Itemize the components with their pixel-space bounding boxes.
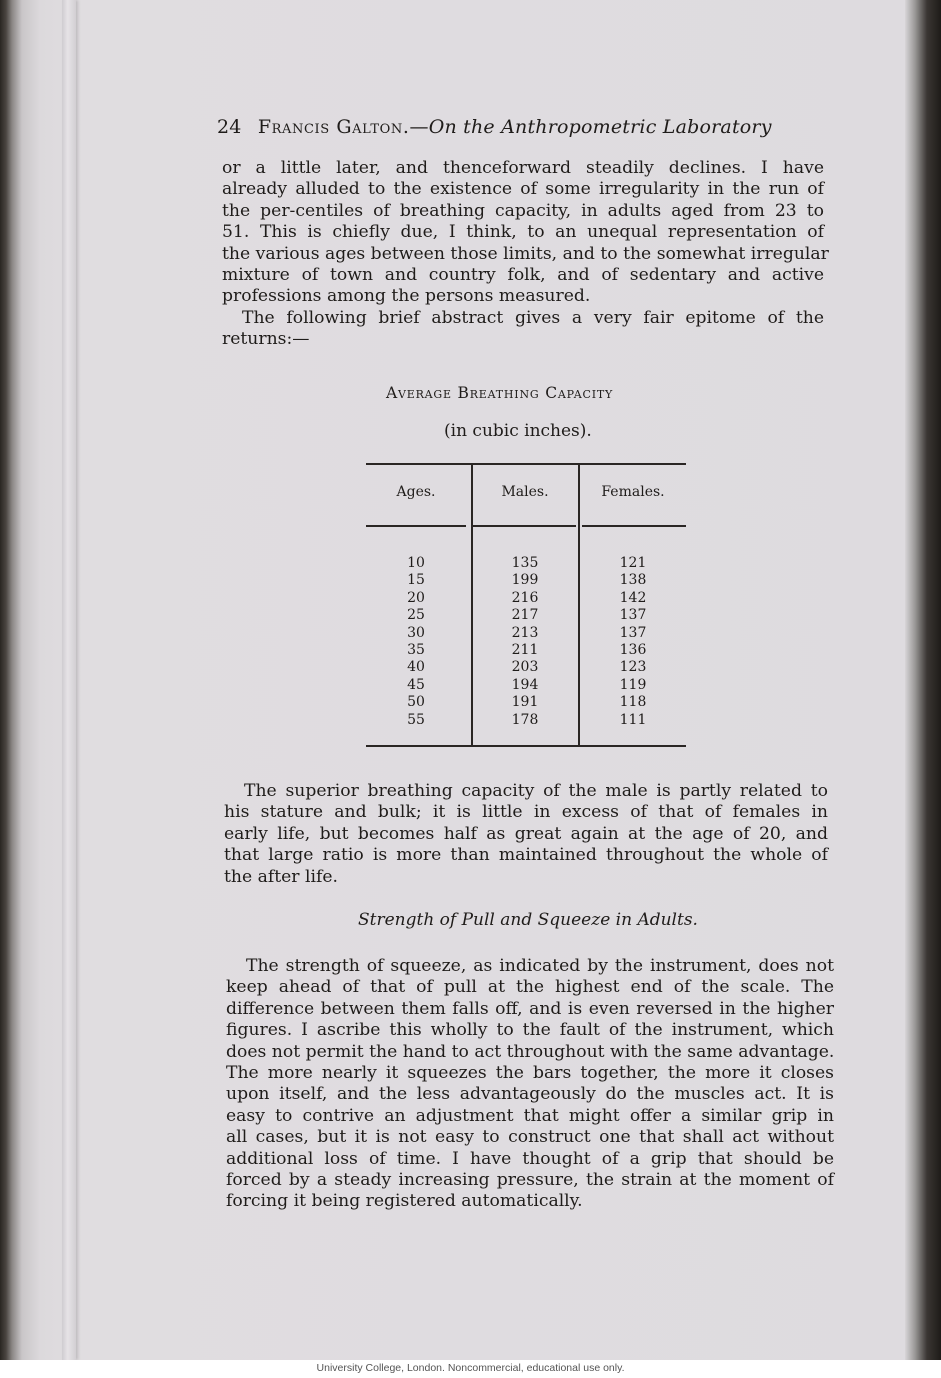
- age-cell: 55: [407, 711, 425, 728]
- male-cell: 199: [511, 572, 539, 589]
- table-caption: Average Breathing Capacity: [386, 384, 614, 402]
- paragraph-4: [226, 956, 834, 1213]
- paragraph-3: [224, 781, 828, 888]
- text-line: the per-centiles of breathing capacity, in adults aged from 23 to: [222, 200, 824, 221]
- female-cell: 136: [619, 642, 647, 659]
- male-cell: 178: [511, 711, 539, 728]
- male-cell: 216: [511, 589, 539, 606]
- table-subcaption: (in cubic inches).: [444, 421, 592, 441]
- text-line: already alluded to the existence of some irregularity in the run of: [222, 179, 824, 200]
- age-cell: 30: [407, 624, 425, 641]
- female-cell: 142: [619, 589, 647, 606]
- male-cell: 203: [511, 659, 539, 676]
- breathing-capacity-table: [366, 463, 686, 747]
- age-cell: 25: [407, 607, 425, 624]
- text-line: professions among the persons measured.: [222, 286, 591, 307]
- page-number: 24: [217, 116, 242, 138]
- text-line: keep ahead of that of pull at the highest end of the scale. The: [226, 977, 834, 998]
- text-line: his stature and bulk; it is little in excess of that of females in: [224, 802, 828, 823]
- page-spine-edge: [62, 0, 76, 1360]
- text-line: the various ages between those limits, and to the somewhat irregular: [222, 243, 829, 264]
- text-line: all cases, but it is not easy to construct one that shall act without: [226, 1127, 834, 1148]
- copyright-footer: University College, London. Noncommercial, educational use only.: [0, 1360, 941, 1378]
- male-cell: 191: [511, 694, 539, 711]
- table-header-rule: [582, 525, 686, 527]
- text-line: 51. This is chiefly due, I think, to an unequal representation of: [222, 222, 824, 243]
- male-cell: 213: [511, 624, 539, 641]
- header-males: Males.: [501, 484, 549, 500]
- age-cell: 50: [407, 694, 425, 711]
- text-line: mixture of town and country folk, and of sedentary and active: [222, 265, 824, 286]
- text-line: returns:—: [222, 329, 310, 350]
- ages-column: [366, 555, 466, 729]
- text-line: the after life.: [224, 866, 338, 887]
- female-cell: 123: [619, 659, 647, 676]
- males-column: [473, 555, 577, 729]
- females-column: [580, 555, 686, 729]
- text-line: difference between them falls off, and is even reversed in the higher: [226, 998, 834, 1019]
- male-cell: 194: [511, 676, 539, 693]
- section-subheading: Strength of Pull and Squeeze in Adults.: [358, 910, 698, 930]
- text-line: The strength of squeeze, as indicated by the instrument, does not: [246, 956, 834, 976]
- header-ages: Ages.: [396, 484, 436, 500]
- paragraph-1: [222, 158, 829, 351]
- running-header: [217, 116, 857, 138]
- male-cell: 211: [511, 642, 539, 659]
- female-cell: 138: [619, 572, 647, 589]
- age-cell: 40: [407, 659, 425, 676]
- text-line: The superior breathing capacity of the male is partly related to: [244, 781, 828, 801]
- text-line: upon itself, and the less advantageously do the muscles act. It is: [226, 1084, 834, 1105]
- text-line: forced by a steady increasing pressure, the strain at the moment of: [226, 1170, 834, 1191]
- female-cell: 137: [619, 624, 647, 641]
- female-cell: 118: [619, 694, 647, 711]
- table-header-rule: [472, 525, 576, 527]
- text-line: does not permit the hand to act throughout with the same advantage.: [226, 1041, 835, 1062]
- age-cell: 45: [407, 676, 425, 693]
- document-page: [76, 0, 906, 1360]
- table-top-rule: [366, 463, 686, 465]
- female-cell: 121: [619, 555, 647, 571]
- table-bottom-rule: [366, 745, 686, 747]
- age-cell: 35: [407, 642, 425, 659]
- table-header-rule: [366, 525, 466, 527]
- male-cell: 135: [511, 555, 539, 571]
- header-title: On the Anthropometric Laboratory: [428, 116, 772, 138]
- text-line: The more nearly it squeezes the bars together, the more it closes: [226, 1063, 834, 1084]
- text-line: additional loss of time. I have thought of a grip that should be: [226, 1148, 834, 1169]
- female-cell: 119: [619, 676, 647, 693]
- header-dash: —: [409, 116, 429, 138]
- header-author: Francis Galton.: [257, 116, 410, 138]
- text-line: The following brief abstract gives a very fair epitome of the: [242, 307, 824, 328]
- text-line: or a little later, and thenceforward steadily declines. I have: [222, 158, 824, 178]
- header-females: Females.: [601, 484, 665, 500]
- text-line: figures. I ascribe this wholly to the fault of the instrument, which: [226, 1020, 834, 1041]
- age-cell: 10: [407, 555, 425, 571]
- male-cell: 217: [511, 607, 539, 624]
- female-cell: 137: [619, 607, 647, 624]
- text-line: that large ratio is more than maintained throughout the whole of: [224, 845, 828, 866]
- book-right-edge: [905, 0, 941, 1360]
- female-cell: 111: [619, 711, 647, 728]
- text-line: forcing it being registered automatically.: [226, 1191, 583, 1212]
- age-cell: 20: [407, 589, 425, 606]
- text-line: easy to contrive an adjustment that might offer a similar grip in: [226, 1105, 834, 1126]
- text-line: early life, but becomes half as great again at the age of 20, and: [224, 823, 828, 844]
- age-cell: 15: [407, 572, 425, 589]
